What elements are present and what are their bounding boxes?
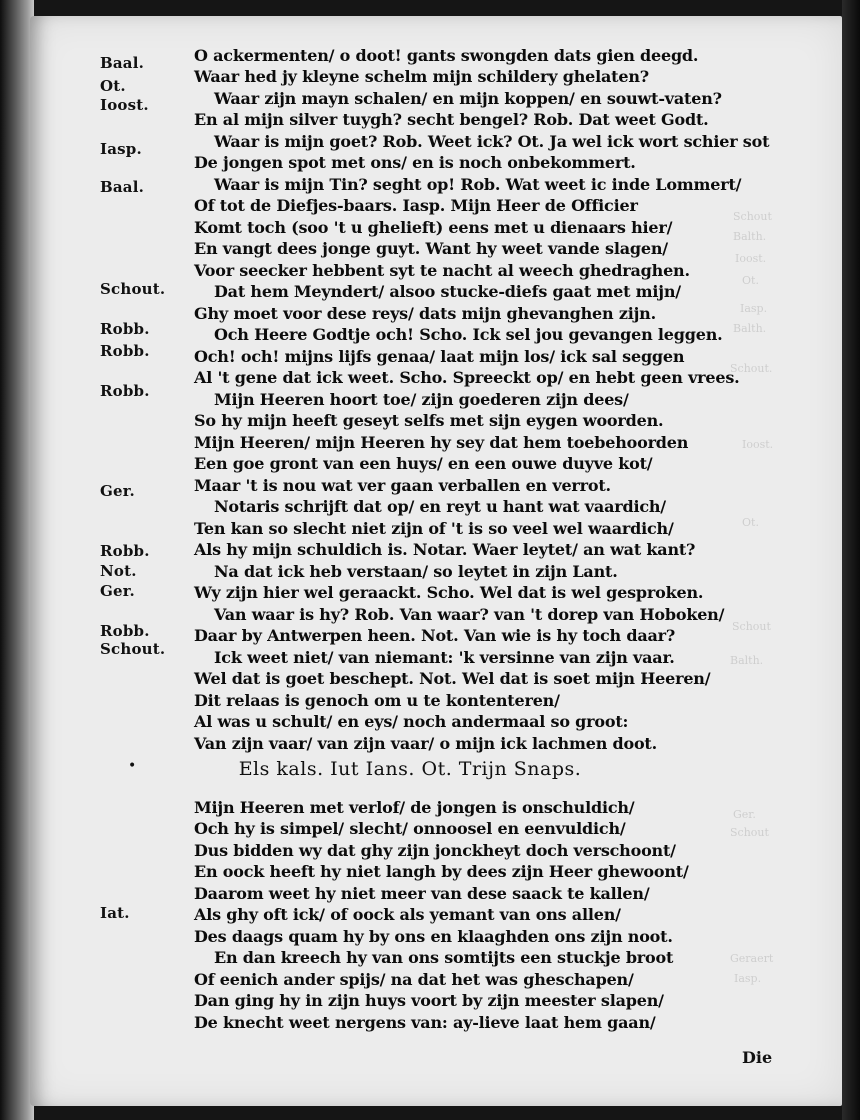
verse-line: Mijn Heeren met verlof/ de jongen is onschuldich/: [194, 798, 635, 817]
verse-line: En al mijn silver tuygh? secht bengel? Rob. Dat weet Godt.: [194, 110, 709, 129]
verse-line: Als ghy oft ick/ of oock als yemant van ons allen/: [194, 905, 621, 924]
speaker-label: Iat.: [100, 904, 130, 922]
verse-line: Als hy mijn schuldich is. Notar. Waer leytet/ an wat kant?: [194, 540, 696, 559]
bleed-text: Ot.: [742, 516, 759, 529]
verse-line: Wel dat is goet beschept. Not. Wel dat is soet mijn Heeren/: [194, 669, 711, 688]
bleed-text: Schout.: [730, 362, 773, 375]
verse-line: Voor seecker hebbent syt te nacht al weech ghedraghen.: [194, 261, 690, 280]
bleed-text: Ot.: [742, 274, 759, 287]
verse-line: Van zijn vaar/ van zijn vaar/ o mijn ick lachmen doot.: [194, 734, 657, 753]
verse-line: O ackermenten/ o doot! gants swongden dats gien deegd.: [194, 46, 699, 65]
catchword: Die: [742, 1048, 773, 1067]
verse-line: De knecht weet nergens van: ay-lieve laat hem gaan/: [194, 1013, 656, 1032]
speaker-label: Robb.: [100, 382, 150, 400]
bleed-text: Iasp.: [734, 972, 762, 985]
bleed-text: Geraert: [730, 952, 774, 965]
verse-line: Al was u schult/ en eys/ noch andermaal so groot:: [194, 712, 629, 731]
verse-line: Na dat ick heb verstaan/ so leytet in zijn Lant.: [214, 562, 618, 581]
bleed-text: Balth.: [733, 322, 767, 335]
verse-line: Dus bidden wy dat ghy zijn jonckheyt doch verschoont/: [194, 841, 676, 860]
verse-line: Och Heere Godtje och! Scho. Ick sel jou gevangen leggen.: [214, 325, 723, 344]
bleed-text: Schout: [733, 210, 772, 223]
bleed-text: Schout: [730, 826, 769, 839]
verse-line: Mijn Heeren/ mijn Heeren hy sey dat hem toebehoorden: [194, 433, 689, 452]
speaker-label: Baal.: [100, 178, 145, 196]
verse-line: Dit relaas is genoch om u te kontenteren/: [194, 691, 560, 710]
speaker-label: Robb.: [100, 342, 150, 360]
verse-line: Mijn Heeren hoort toe/ zijn goederen zijn dees/: [214, 390, 629, 409]
bleed-text: Ioost.: [742, 438, 774, 451]
verse-line: Ten kan so slecht niet zijn of 't is so veel wel waardich/: [194, 519, 674, 538]
speaker-label: Robb.: [100, 622, 150, 640]
verse-line: Of tot de Diefjes-baars. Iasp. Mijn Heer de Officier: [194, 196, 638, 215]
scan-border: [842, 0, 860, 1120]
speaker-label: Ger.: [100, 482, 135, 500]
verse-line: De jongen spot met ons/ en is noch onbekommert.: [194, 153, 636, 172]
verse-line: Waar is mijn goet? Rob. Weet ick? Ot. Ja wel ick wort schier sot: [214, 132, 770, 151]
book-spine-edge: [0, 0, 34, 1120]
verse-line: En oock heeft hy niet langh by dees zijn Heer ghewoont/: [194, 862, 689, 881]
verse-line: Dan ging hy in zijn huys voort by zijn meester slapen/: [194, 991, 664, 1010]
verse-line: Of eenich ander spijs/ na dat het was gheschapen/: [194, 970, 634, 989]
bleed-text: Ioost.: [735, 252, 767, 265]
speaker-label: Robb.: [100, 320, 150, 338]
ornament-bullet: •: [128, 758, 137, 774]
speaker-label: Schout.: [100, 640, 166, 658]
speaker-label: Baal.: [100, 54, 145, 72]
verse-line: En dan kreech hy van ons somtijts een stuckje broot: [214, 948, 674, 967]
verse-line: Wy zijn hier wel geraackt. Scho. Wel dat is wel gesproken.: [194, 583, 704, 602]
verse-line: Och! och! mijns lijfs genaa/ laat mijn los/ ick sal seggen: [194, 347, 685, 366]
page-sheet: [30, 16, 842, 1106]
bleed-text: Ger.: [733, 808, 756, 821]
speaker-label: Ioost.: [100, 96, 149, 114]
bleed-text: Schout: [732, 620, 771, 633]
verse-line: Maar 't is nou wat ver gaan verballen en verrot.: [194, 476, 611, 495]
speaker-label: Ger.: [100, 582, 135, 600]
verse-line: Waar hed jy kleyne schelm mijn schildery ghelaten?: [194, 67, 649, 86]
verse-line: So hy mijn heeft geseyt selfs met sijn eygen woorden.: [194, 411, 664, 430]
verse-line: Ghy moet voor dese reys/ dats mijn ghevanghen zijn.: [194, 304, 656, 323]
verse-line: En vangt dees jonge guyt. Want hy weet vande slagen/: [194, 239, 668, 258]
speaker-label: Robb.: [100, 542, 150, 560]
bleed-text: Iasp.: [740, 302, 768, 315]
verse-line: Waar zijn mayn schalen/ en mijn koppen/ en souwt-vaten?: [214, 89, 722, 108]
speaker-label: Ot.: [100, 77, 126, 95]
verse-line: Daar by Antwerpen heen. Not. Van wie is hy toch daar?: [194, 626, 676, 645]
verse-line: Van waar is hy? Rob. Van waar? van 't dorep van Hoboken/: [214, 605, 725, 624]
bleed-text: Balth.: [730, 654, 764, 667]
verse-line: Komt toch (soo 't u ghelieft) eens met u dienaars hier/: [194, 218, 673, 237]
verse-line: Des daags quam hy by ons en klaaghden ons zijn noot.: [194, 927, 673, 946]
scene-heading: Els kals. Iut Ians. Ot. Trijn Snaps.: [238, 758, 582, 780]
speaker-label: Not.: [100, 562, 137, 580]
speaker-label: Iasp.: [100, 140, 142, 158]
verse-line: Ick weet niet/ van niemant: 'k versinne van zijn vaar.: [214, 648, 675, 667]
verse-line: Een goe gront van een huys/ en een ouwe duyve kot/: [194, 454, 653, 473]
verse-line: Dat hem Meyndert/ alsoo stucke-diefs gaat met mijn/: [214, 282, 681, 301]
verse-line: Och hy is simpel/ slecht/ onnoosel en eenvuldich/: [194, 819, 626, 838]
speaker-label: Schout.: [100, 280, 166, 298]
verse-line: Daarom weet hy niet meer van dese saack te kallen/: [194, 884, 650, 903]
verse-line: Notaris schrijft dat op/ en reyt u hant wat vaardich/: [214, 497, 666, 516]
verse-line: Waar is mijn Tin? seght op! Rob. Wat weet ic inde Lommert/: [214, 175, 742, 194]
verse-line: Al 't gene dat ick weet. Scho. Spreeckt op/ en hebt geen vrees.: [194, 368, 740, 387]
bleed-text: Balth.: [733, 230, 767, 243]
